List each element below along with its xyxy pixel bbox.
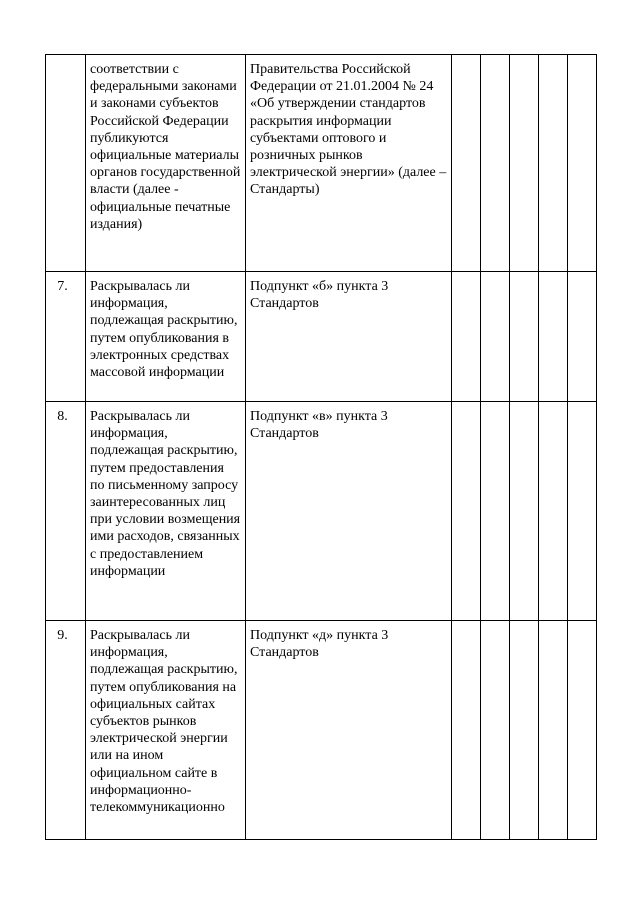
row-number: 9. <box>46 621 86 840</box>
answer-na-cell <box>510 55 539 272</box>
answer-extra-cell <box>539 621 568 840</box>
question-cell: Раскрывалась ли информация, подлежащая раскрытию, путем предоставления по письменному запросу заинтересованных лиц при условии возмещения ими расходов, связанных с предоставлением информации <box>86 402 246 621</box>
answer-yes-cell <box>452 621 481 840</box>
legal-basis-cell: Правительства Российской Федерации от 21.01.2004 № 24 «Об утверждении стандартов раскрытия информации субъектами оптового и розничных рынков электрической энергии» (далее – Стандарты) <box>246 55 452 272</box>
answer-no-cell <box>481 272 510 402</box>
notes-cell <box>568 402 597 621</box>
answer-yes-cell <box>452 272 481 402</box>
question-cell: Раскрывалась ли информация, подлежащая раскрытию, путем опубликования на официальных сайтах субъектов рынков электрической энергии или на ином официальном сайте в информационно-телекоммуникационно <box>86 621 246 840</box>
answer-extra-cell <box>539 272 568 402</box>
row-number <box>46 55 86 272</box>
legal-basis-cell: Подпункт «б» пункта 3 Стандартов <box>246 272 452 402</box>
table-row <box>46 272 597 402</box>
answer-no-cell <box>481 402 510 621</box>
answer-no-cell <box>481 55 510 272</box>
table-row <box>46 621 597 840</box>
answer-extra-cell <box>539 402 568 621</box>
answer-na-cell <box>510 621 539 840</box>
table-row <box>46 402 597 621</box>
row-number: 7. <box>46 272 86 402</box>
question-cell: Раскрывалась ли информация, подлежащая раскрытию, путем опубликования в электронных средствах массовой информации <box>86 272 246 402</box>
legal-basis-cell: Подпункт «в» пункта 3 Стандартов <box>246 402 452 621</box>
answer-no-cell <box>481 621 510 840</box>
question-cell: соответствии с федеральными законами и законами субъектов Российской Федерации публикуются официальные материалы органов государственной власти (далее - официальные печатные издания) <box>86 55 246 272</box>
table-row <box>46 55 597 272</box>
answer-yes-cell <box>452 402 481 621</box>
answer-yes-cell <box>452 55 481 272</box>
answer-na-cell <box>510 272 539 402</box>
notes-cell <box>568 55 597 272</box>
answer-extra-cell <box>539 55 568 272</box>
answer-na-cell <box>510 402 539 621</box>
notes-cell <box>568 621 597 840</box>
checklist-table <box>45 54 597 840</box>
row-number: 8. <box>46 402 86 621</box>
legal-basis-cell: Подпункт «д» пункта 3 Стандартов <box>246 621 452 840</box>
notes-cell <box>568 272 597 402</box>
